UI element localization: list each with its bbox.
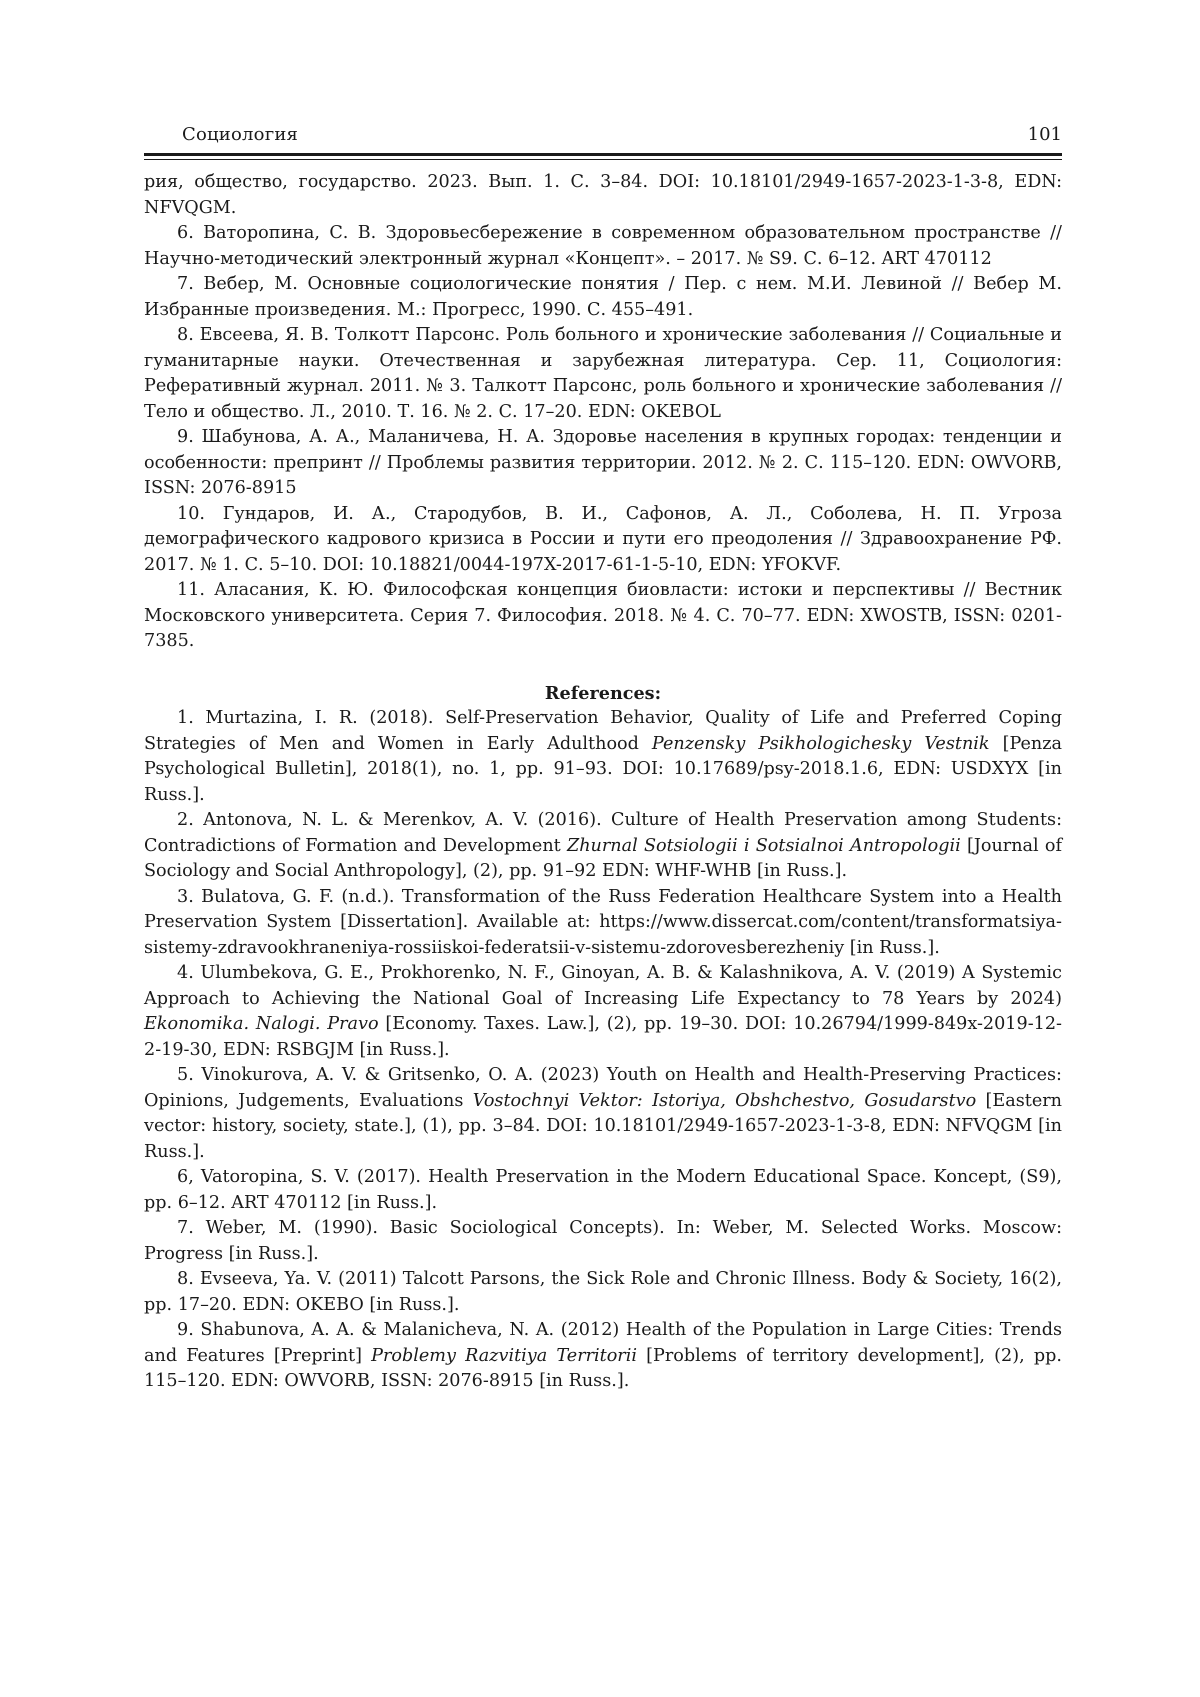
- reference-continuation: рия, общество, государство. 2023. Вып. 1. С. 3–84. DOI: 10.18101/2949-1657-2023-1-3-8, EDN: NFVQGM.: [144, 172, 1062, 218]
- journal-title: Penzensky Psikhologichesky Vestnik: [651, 733, 990, 754]
- reference-en-9: 9. Shabunova, A. A. & Malanicheva, N. A. (2012) Health of the Population in Large Cities: Trends and Features [Preprint] Problemy Razvitiya Territorii [Problems of territory development], (2), pp. 115–120. EDN: OWVORB, ISSN: 2076-8915 [in Russ.].: [144, 1320, 1062, 1391]
- reference-ru-10: 10. Гундаров, И. А., Стародубов, В. И., Сафонов, А. Л., Соболева, Н. П. Угроза демографического кадрового кризиса в России и пути его преодоления // Здравоохранение РФ. 2017. № 1. С. 5–10. DOI: 10.18821/0044-197X-2017-61-1-5-10, EDN: YFOKVF.: [144, 503, 1062, 575]
- reference-en-7: 7. Weber, M. (1990). Basic Sociological Concepts). In: Weber, M. Selected Works. Moscow: Progress [in Russ.].: [144, 1218, 1062, 1264]
- reference-ru-9: 9. Шабунова, А. А., Маланичева, Н. А. Здоровье населения в крупных городах: тенденции и особенности: препринт // Проблемы развития территории. 2012. № 2. С. 115–120. EDN: OWVORB, ISSN: 2076-8915: [144, 427, 1062, 498]
- page-number: 101: [1027, 124, 1062, 145]
- reference-en-4: 4. Ulumbekova, G. E., Prokhorenko, N. F., Ginoyan, A. B. & Kalashnikova, A. V. (2019) A Systemic Approach to Achieving the National Goal of Increasing Life Expectancy to 78 Years by 2024) Ekonomika. Nalogi. Pravo [Economy. Taxes. Law.], (2), pp. 19–30. DOI: 10.26794/1999-849x-2019-12-2-19-30, EDN: RSBGJM [in Russ.].: [144, 963, 1062, 1060]
- references-heading: References:: [544, 682, 662, 704]
- reference-en-3: 3. Bulatova, G. F. (n.d.). Transformation of the Russ Federation Healthcare System into a Health Preservation System [Dissertation]. Available at: https://www.dissercat.com/content/transformatsiya-sistemy-zdravookhraneniya-rossiiskoi-federatsii-v-sistemu-zdorovesberezheniy [in Russ.].: [144, 886, 1062, 958]
- reference-ru-8: 8. Евсеева, Я. В. Толкотт Парсонс. Роль больного и хронические заболевания // Социальные и гуманитарные науки. Отечественная и зарубежная литература. Сер. 11, Социология: Реферативный журнал. 2011. № 3. Талкотт Парсонс, роль больного и хронические заболевания // Тело и общество. Л., 2010. Т. 16. № 2. С. 17–20. EDN: OKEBOL: [144, 325, 1062, 422]
- section-title: Социология: [182, 124, 299, 145]
- reference-en-2: 2. Antonova, N. L. & Merenkov, A. V. (2016). Culture of Health Preservation among Students: Contradictions of Formation and Development Zhurnal Sotsiologii i Sotsialnoi Antropologii [Journal of Sociology and Social Anthropology], (2), pp. 91–92 EDN: WHF-WHB [in Russ.].: [144, 810, 1062, 881]
- reference-en-1: 1. Murtazina, I. R. (2018). Self-Preservation Behavior, Quality of Life and Preferred Coping Strategies of Men and Women in Early Adulthood Penzensky Psikhologichesky Vestnik [Penza Psychological Bulletin], 2018(1), no. 1, pp. 91–93. DOI: 10.17689/psy-2018.1.6, EDN: USDXYX [in Russ.].: [144, 708, 1062, 805]
- reference-ru-6: 6. Ваторопина, С. В. Здоровьесбережение в современном образовательном пространстве // Научно-методический электронный журнал «Концепт». – 2017. № S9. С. 6–12. ART 470112: [144, 223, 1062, 269]
- journal-title: Vostochnyi Vektor: Istoriya, Obshchestvo, Gosudarstvo: [472, 1090, 977, 1111]
- header-rule-thin: [144, 159, 1062, 160]
- journal-title: Zhurnal Sotsiologii i Sotsialnoi Antropologii: [566, 835, 961, 856]
- reference-ru-7: 7. Вебер, М. Основные социологические понятия / Пер. с нем. М.И. Левиной // Вебер М. Избранные произведения. М.: Прогресс, 1990. С. 455–491.: [144, 274, 1062, 320]
- reference-en-8: 8. Evseeva, Ya. V. (2011) Talcott Parsons, the Sick Role and Chronic Illness. Body & Society, 16(2), pp. 17–20. EDN: OKEBO [in Russ.].: [144, 1269, 1062, 1315]
- running-header: [144, 120, 1062, 152]
- header-rule-thick: [144, 153, 1062, 156]
- journal-title: Ekonomika. Nalogi. Pravo: [144, 1014, 379, 1034]
- journal-title: Problemy Razvitiya Territorii: [371, 1345, 637, 1366]
- reference-list: [144, 170, 1062, 1395]
- reference-en-6: 6, Vatoropina, S. V. (2017). Health Preservation in the Modern Educational Space. Koncept, (S9), pp. 6–12. ART 470112 [in Russ.].: [144, 1167, 1062, 1213]
- reference-ru-11: 11. Аласания, К. Ю. Философская концепция биовласти: истоки и перспективы // Вестник Московского университета. Серия 7. Философия. 2018. № 4. С. 70–77. EDN: XWOSTB, ISSN: 0201-7385.: [144, 580, 1062, 651]
- reference-en-5: 5. Vinokurova, A. V. & Gritsenko, O. A. (2023) Youth on Health and Health-Preserving Practices: Opinions, Judgements, Evaluations Vostochnyi Vektor: Istoriya, Obshchestvo, Gosudarstvo [Eastern vector: history, society, state.], (1), pp. 3–84. DOI: 10.18101/2949-1657-2023-1-3-8, EDN: NFVQGM [in Russ.].: [144, 1065, 1063, 1162]
